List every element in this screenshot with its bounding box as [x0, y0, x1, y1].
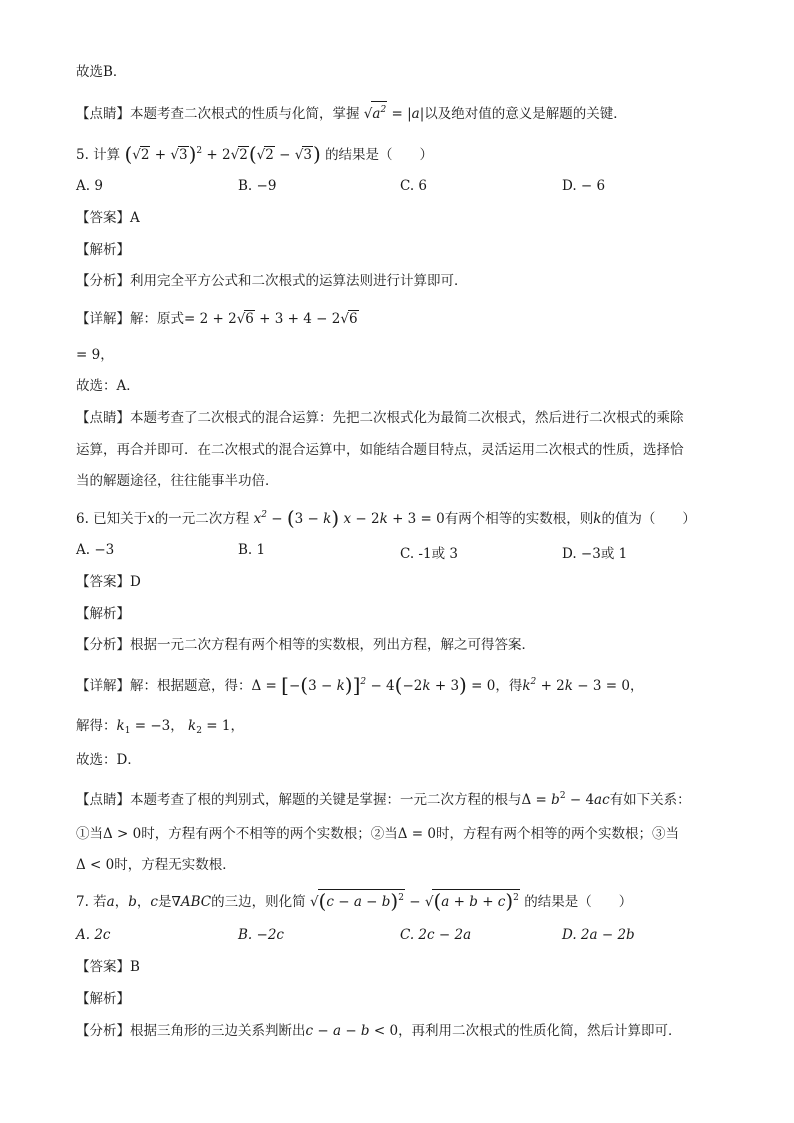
formula: = 2 + 2√6 + 3 + 4 − 2√6: [184, 311, 358, 327]
analysis-heading: 【解析】: [76, 606, 130, 622]
formula: Δ < 0: [76, 857, 115, 873]
option-b: B. −2c: [238, 927, 284, 943]
question-stem: 的值为（ ）: [601, 511, 696, 527]
comment: [76, 786, 691, 810]
analysis: 【分析】根据一元二次方程有两个相等的实数根，列出方程，解之可得答案．: [76, 637, 535, 653]
question-stem: 的结果是（ ）: [325, 147, 434, 163]
text-segment: 【分析】根据三角形的三边关系判断出: [76, 1023, 306, 1039]
question-5: [76, 141, 433, 165]
formula: $k^2 + 2k - 3 = 0$，: [522, 677, 644, 694]
analysis: 【分析】利用完全平方公式和二次根式的运算法则进行计算即可．: [76, 273, 468, 289]
choice: 故选：D．: [76, 752, 141, 768]
formula: $k_1 = -3$， $k_2 = 1$，: [116, 718, 244, 736]
analysis-heading: 【解析】: [76, 242, 130, 258]
text-segment: 【详解】解：原式: [76, 311, 184, 327]
text-segment: 【点睛】本题考查二次根式的性质与化简，掌握: [76, 106, 360, 122]
text-segment: 以及绝对值的意义是解题的关键．: [424, 106, 627, 122]
text-segment: ，再利用二次根式的性质化简，然后计算即可．: [398, 1023, 682, 1039]
formula: $x^2 - (3 - k) x - 2k + 3 = 0$: [253, 506, 445, 530]
formula: $(√2 + √3)^2 + 2√2(√2 - √3)$: [124, 142, 321, 166]
option-a: A. 9: [76, 178, 103, 194]
option-c: C. -1或 3: [400, 546, 458, 562]
text-segment: 时，方程有两个不相等的两个实数根；②当: [141, 826, 398, 842]
text-segment: ，得: [495, 678, 523, 694]
analysis-heading: 【解析】: [76, 991, 130, 1007]
question-stem: 5. 计算: [76, 147, 121, 163]
formula: Δ = 0: [397, 826, 436, 842]
answer: 【答案】D: [76, 574, 141, 590]
text-line: 故选B．: [76, 64, 127, 80]
choice: 故选：A．: [76, 378, 140, 394]
text-segment: 时，方程无实数根．: [114, 857, 236, 873]
answer: 【答案】B: [76, 959, 140, 975]
comment: 【点睛】本题考查了二次根式的混合运算：先把二次根式化为最简二次根式，然后进行二次根式的乘除: [76, 410, 684, 426]
option-d: D. 2a − 2b: [562, 927, 635, 943]
question-6: [76, 505, 696, 529]
detail-result: = 9，: [76, 347, 114, 363]
question-stem: 7. 若: [76, 894, 107, 910]
text-line: [76, 101, 627, 124]
comment: 当的解题途径，往往能事半功倍．: [76, 473, 279, 489]
text-segment: 解得：: [76, 718, 117, 734]
option-c: C. 6: [400, 178, 428, 194]
text-segment: 【点睛】本题考查了根的判别式，解题的关键是掌握：一元二次方程的根与: [76, 792, 522, 808]
question-stem: 的一元二次方程: [154, 511, 250, 527]
analysis: [76, 1021, 682, 1041]
formula: $\Delta = [-(3 - k)]^2 - 4(-2k + 3) = 0$: [251, 673, 496, 697]
text-segment: ①当: [76, 826, 103, 842]
detail: [76, 672, 643, 696]
formula: $√(c - a - b)^2 - √(a + b + c)^2$: [309, 889, 519, 913]
text-segment: 【详解】解：根据题意，得：: [76, 678, 252, 694]
option-b: B. 1: [238, 542, 266, 558]
option-a: A. 2c: [76, 927, 111, 943]
comment: 运算，再合并即可．在二次根式的混合运算中，如能结合题目特点，灵活运用二次根式的性质，选择恰: [76, 442, 684, 458]
question-stem: 是: [157, 894, 172, 910]
question-stem: 有两个相等的实数根，则: [444, 511, 594, 527]
solution: [76, 716, 244, 741]
formula: $√a^2 = |a|$: [364, 106, 425, 122]
option-b: B. −9: [238, 178, 277, 194]
question-7: [76, 889, 632, 912]
option-d: D. −3或 1: [562, 546, 628, 562]
answer: 【答案】A: [76, 210, 140, 226]
question-stem: 的三边，则化简: [211, 894, 306, 910]
detail: [76, 309, 359, 329]
question-stem: 6. 已知关于: [76, 511, 148, 527]
formula: k: [593, 511, 602, 527]
formula: x: [147, 511, 155, 527]
formula: ∇ABC: [171, 894, 212, 910]
formula: a，b，c: [106, 894, 158, 910]
formula: $\Delta = b^2 - 4ac$: [521, 791, 610, 808]
comment: [76, 824, 679, 844]
text-segment: 时，方程有两个相等的两个实数根；③当: [435, 826, 679, 842]
text-segment: 有如下关系：: [609, 792, 691, 808]
option-a: A. −3: [76, 542, 115, 558]
option-d: D. − 6: [562, 178, 606, 194]
formula: Δ > 0: [103, 826, 142, 842]
option-c: C. 2c − 2a: [400, 927, 472, 943]
question-stem: 的结果是（ ）: [524, 894, 633, 910]
comment: [76, 855, 236, 875]
formula: c − a − b < 0: [305, 1023, 399, 1039]
